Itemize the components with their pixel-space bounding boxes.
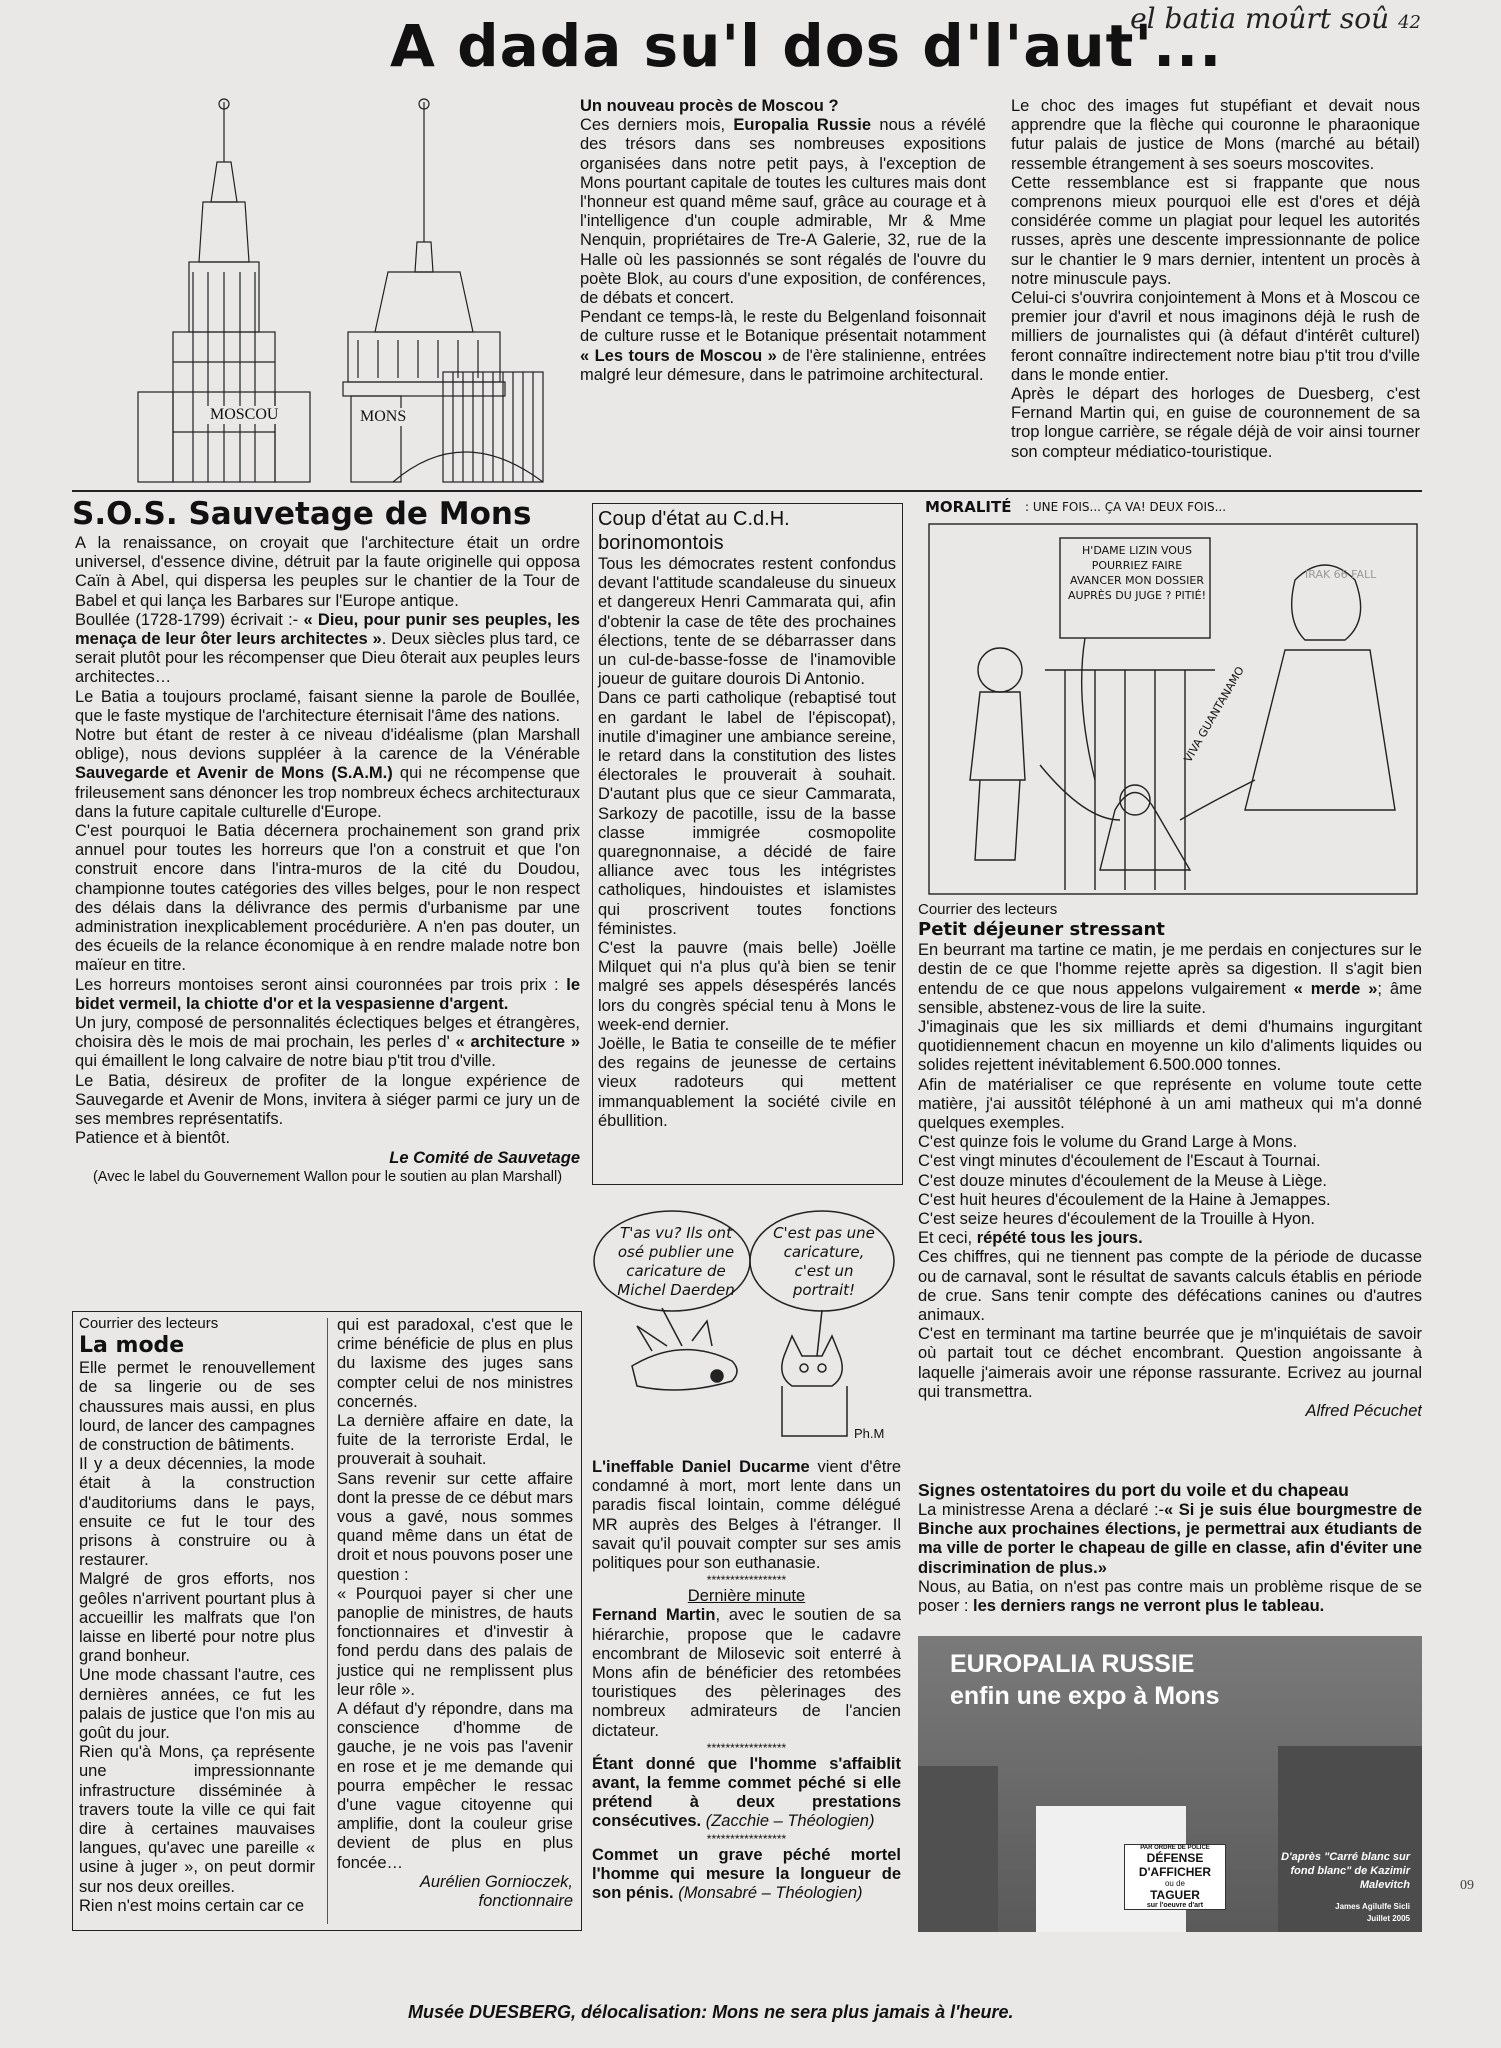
mode-sig1: Aurélien Gornioczek, [419, 1872, 573, 1891]
ad-building-left [918, 1766, 998, 1932]
dejeuner-line-4: C'est huit heures d'écoulement de la Haine à Jemappes. [918, 1190, 1331, 1209]
derniere-minute-title: Dernière minute [687, 1587, 806, 1606]
ad-right-credit: D'après "Carré blanc sur fond blanc" de Kazimir Malevitch [1281, 1851, 1410, 1891]
sos-p5: C'est pourquoi le Batia décernera prochainement son grand prix annuel pour toutes les horreurs que l'on a construit et que l'on construit encore dans l'intra-muros de la cité du Doudou, championne toutes catégories des villes belges, pour le non respect des délais dans la délivrance des permis d'urbanisme par une administration inexplicablement procédurière. A n'en pas douter, un des écueils de la relance économique à en rendre malade notre bon maïeur en titre. [75, 822, 580, 975]
dejeuner-p2: J'imaginais que les six milliards et demi d'humains ingurgitant quotidiennement chacun en moyenne un kilo d'aliments liquides ou solides rejettent inévitablement 6.500.000 tonnes. [918, 1018, 1422, 1075]
moralite-sub: : UNE FOIS... ÇA VA! DEUX FOIS... [1025, 500, 1227, 514]
towers-illustration [133, 92, 575, 486]
mode-c2p1: qui est paradoxal, c'est que le crime bénéficie de plus en plus du laxisme des juges sans compter celui de nos ministres concernés. [337, 1316, 573, 1411]
moscou-p1: Ces derniers mois, Europalia Russie nous a révélé des trésors dans ses nombreuses expositions organisées dans notre petit pays, à l'exception de Mons pourtant capitale de toutes les cultures mais dont l'honneur est quand même sauf, grâce au courage et à l'intelligence d'un couple admirable, Mr & Mme Nenquin, propriétaires de Tre-A Galerie, 32, rue de la Halle où les passionnés se sont régalés de l'ouvre du poète Blok, au cours d'une exposition, de conférences, de débats et concert. [580, 116, 986, 308]
coup-heading: Coup d'état au C.d.H. borinomontois [598, 508, 790, 554]
mode-c1p6: Rien n'est moins certain car ce [79, 1896, 305, 1915]
dejeuner-line-6: Et ceci, répété tous les jours. [918, 1229, 1143, 1248]
ad-police-4: ou de [1164, 1879, 1186, 1888]
mode-column-divider [327, 1318, 328, 1924]
stars-divider-3: ***************** [706, 1831, 787, 1846]
coup-p3: C'est la pauvre (mais belle) Joëlle Milquet qui n'a plus qu'à bien se tenir malgré ses appels désespérés lancés lors du congrès spécial tenu à Mons le week-end dernier. [598, 939, 896, 1034]
mode-heading: La mode [79, 1333, 185, 1359]
moscou-p2: Pendant ce temps-là, le reste du Belgenland foisonnait de culture russe et le Botanique présentait notamment « Les tours de Moscou » de l'ère stalinienne, entrées malgré leur démesure, dans le patrimoine architectural. [580, 308, 986, 384]
dejeuner-p3: Afin de matérialiser ce que représente en volume toute cette matière, j'ai aussitôt téléphoné à un ami matheux qui m'a donné quelques exemples. [918, 1075, 1422, 1133]
mode-c1p3: Malgré de gros efforts, nos geôles n'arrivent pourtant plus à accueillir les malfrats que l'on laisse en liberté pour notre plus grand bonheur. [79, 1570, 315, 1666]
dejeuner-heading: Petit déjeuner stressant [918, 919, 1165, 941]
moralite-wall-graffiti: IRAK 66 FALL [1305, 568, 1377, 581]
sos-article [75, 534, 580, 1306]
moscou-article-col2 [1011, 97, 1420, 485]
ad-police-1: PAR ORDRE DE POLICE [1140, 1845, 1210, 1851]
masthead-name: el batia moûrt soû [1130, 2, 1390, 35]
ad-title-2: enfin une expo à Mons [950, 1682, 1220, 1710]
sos-p1: A la renaissance, on croyait que l'architecture était un ordre universel, d'essence divine, détruit par la faute originelle qui opposa Caïn à Abel, qui dispersa les peuples sur le chantier de la Tour de Babel et qui lança les Barbares sur l'Europe antique. [75, 534, 580, 610]
coup-p1: Tous les démocrates restent confondus devant l'attitude scandaleuse du sinueux et dangereux Henri Cammarata qui, afin d'obtenir la case de tête des prochaines élections, tente de se débarrasser dans un cul-de-basse-fosse de l'inamovible joueur de guitare dourois Di Antonio. [598, 555, 896, 689]
dejeuner-line-5: C'est seize heures d'écoulement de la Trouille à Hyon. [918, 1210, 1316, 1229]
ad-police-2: DÉFENSE [1146, 1851, 1204, 1865]
cartoon-credit: Ph.M [854, 1426, 885, 1441]
europalia-ad [918, 1636, 1422, 1932]
footer: Musée DUESBERG, délocalisation: Mons ne sera plus jamais à l'heure. [408, 2002, 1014, 2022]
mode-c1p1: Elle permet le renouvellement de sa lingerie ou de ses chaussures mais aussi, en plus lourd, de lancer des campagnes de construction de bâtiments. [79, 1359, 315, 1455]
moscou-heading: Un nouveau procès de Moscou ? [580, 97, 839, 115]
mode-c2p2: La dernière affaire en date, la fuite de la terroriste Erdal, le prouverait à souhait. [337, 1412, 573, 1469]
ad-artist: James Agilulfe Sicli [1335, 1902, 1410, 1911]
dejeuner-kicker: Courrier des lecteurs [918, 901, 1058, 918]
dejeuner-line-3: C'est douze minutes d'écoulement de la Meuse à Liège. [918, 1171, 1327, 1190]
ad-police-6: sur l'oeuvre d'art [1146, 1902, 1204, 1909]
stars-divider-1: ***************** [706, 1573, 787, 1588]
page-number: 42 [1398, 12, 1421, 33]
signes-p1: La ministresse Arena a déclaré :-« Si je suis élue bourgmestre de Binche aux prochaines élections, je permettrai aux étudiants de ma ville de porter le chapeau de gille en classe, afin d'éviter une discrimination de plus.» [918, 1501, 1422, 1577]
signes-heading: Signes ostentatoires du port du voile et du chapeau [918, 1480, 1349, 1500]
side-number: 09 [1460, 1878, 1474, 1893]
ad-police-5: TAGUER [1150, 1888, 1200, 1902]
moralite-cartoon [925, 498, 1422, 898]
sos-label: (Avec le label du Gouvernement Wallon pour le soutien au plan Marshall) [92, 1168, 563, 1185]
sos-p6: Les horreurs montoises seront ainsi couronnées par trois prix : le bidet vermeil, la chiotte d'or et la vespasienne d'argent. [75, 975, 580, 1013]
dejeuner-line-1: C'est quinze fois le volume du Grand Large à Mons. [918, 1133, 1298, 1152]
mode-c2p5: A défaut d'y répondre, dans ma conscience d'homme de gauche, je ne vois pas l'avenir en rose et je me demande qui pourra empêcher le ressac d'une vague citoyenne qui amplifie, dont la couleur grise devient de plus en plus foncée… [337, 1700, 573, 1872]
moralite-head: MORALITÉ [925, 498, 1012, 516]
cartoon-bubble-dog: T'as vu? Ils ont osé publier une caricature de Michel Daerden [617, 1224, 735, 1299]
dejeuner-article [918, 900, 1422, 1466]
ineffable-article [592, 1458, 901, 1916]
mode-c1p2: Il y a deux décennies, la mode était à la construction d'auditoriums dans le pays, ensuite ce fut le tour des prisons à construire ou à restaurer. [79, 1455, 315, 1570]
coup-box [592, 503, 903, 1185]
cartoon-dog-cat [592, 1206, 901, 1446]
mode-c1p4: Une mode chassant l'autre, ces dernières années, ce fut les palais de justice que l'on mis au goût du jour. [79, 1666, 315, 1743]
mode-col1 [79, 1314, 315, 1916]
coup-p4: Joëlle, le Batia te conseille de te méfier des regains de jeunesse de certains vieux radoteurs qui mettent immanquablement la société civile en ébullition. [598, 1035, 896, 1130]
mode-c2p4: « Pourquoi payer si cher une panoplie de ministres, de hauts fonctionnaires et d'investir à fond perdu dans des palais de justice qui ne remplissent plus leur rôle ». [337, 1584, 573, 1699]
moscou-article-col1 [580, 97, 986, 485]
mode-c1p5: Rien qu'à Mons, ça représente une impressionnante infrastructure disséminée à travers toute la ville ce qui fait dire à certaines mauvaises langues, qu'avec une pareille « usine à juger », on peut dormir sur nos deux oreilles. [79, 1743, 315, 1896]
coup-p2: Dans ce parti catholique (rebaptisé tout en gardant le label de l'épiscopat), inutile d'imaginer une ambiance sereine, le retard dans la constitution des listes électorales le prouverait à souhait. D'autant plus que ce sieur Cammarata, Sarkozy de pacotille, issu de la basse classe immigrée cosmopolite quaregnonnaise, a décidé de faire alliance avec tous les intégristes catholiques, hindouistes et islamistes qui proscrivent toutes fonctions féministes. [598, 689, 896, 938]
signes-p2: Nous, au Batia, on n'est pas contre mais un problème risque de se poser : les derniers rangs ne verront plus le tableau. [918, 1577, 1422, 1616]
dejeuner-signature: Alfred Pécuchet [1305, 1402, 1422, 1421]
ineffable-p4: Commet un grave péché mortel l'homme qui mesure la longueur de son pénis. (Monsabré – Théologien) [592, 1845, 901, 1903]
sos-heading: S.O.S. Sauvetage de Mons [72, 496, 532, 532]
dejeuner-line-2: C'est vingt minutes d'écoulement de l'Escaut à Tournai. [918, 1152, 1321, 1171]
sos-p2: Boullée (1728-1799) écrivait :- « Dieu, pour punir ses peuples, les menaça de leur ôter leurs architectes ». Deux siècles plus tard, ce serait plutôt pour les récompenser que Dieu ôterait aux peuples leurs architectes… [75, 610, 580, 687]
mode-box [72, 1311, 582, 1931]
ad-title-1: EUROPALIA RUSSIE [950, 1650, 1195, 1678]
moralite-sign: H'DAME LIZIN VOUS POURRIEZ FAIRE AVANCER MON DOSSIER AUPRÈS DU JUGE ? PITIÉ! [1067, 544, 1207, 602]
ineffable-p2: Fernand Martin, avec le soutien de sa hiérarchie, propose que le cadavre encombrant de Milosevic soit enterré à Mons afin de bénéficier des retombées touristiques des pèlerinages des nombreux admirateurs de l'ancien dictateur. [592, 1606, 901, 1740]
dejeuner-p4: Ces chiffres, qui ne tiennent pas compte de la période de ducasse ou de carnaval, sont le résultat de savants calculs établis en période de crue. Sans tenir compte des défécations canines ou d'autres animaux. [918, 1248, 1422, 1325]
sos-p7: Un jury, composé de personnalités éclectiques belges et étrangères, choisira dès le mois de mai prochain, les perles d' « architecture » qui émaillent le long calvaire de notre biau p'tit trou d'ville. [75, 1014, 580, 1071]
signes-article [918, 1480, 1422, 1620]
ineffable-p1: L'ineffable Daniel Ducarme vient d'être condamné à mort, mort lente dans un paradis fiscal lointain, comme délégué MR auprès des Belges à l'étranger. Il savait qu'il pouvait compter sur ses amis politiques pour son euthanasie. [592, 1458, 901, 1573]
stars-divider-2: ***************** [706, 1740, 787, 1755]
coup-article [598, 507, 896, 1131]
moralite-viva: VIVA GUANTANAMO [1181, 664, 1247, 765]
sos-signature: Le Comité de Sauvetage [389, 1148, 580, 1167]
moscou-p5: Celui-ci s'ouvrira conjointement à Mons et à Moscou ce premier jour d'avril et nous imaginons déjà le rush de milliers de journalistes qui (à défaut d'intérêt culturel) feront connaître indirectement notre biau p'tit trou d'ville dans le monde entier. [1011, 289, 1420, 384]
moscou-p4: Cette ressemblance est si frappante que nous comprenons mieux pourquoi elle est d'ores et déjà considérée comme un plagiat pour lequel les autorités russes, après une descente impressionnante de police sur le chantier le 9 mars dernier, intentent un procès à notre minuscule pays. [1011, 173, 1420, 288]
mode-c2p3: Sans revenir sur cette affaire dont la presse de ce début mars vous a gavé, nous sommes quand même dans un état de droit et nous pouvons poser une question : [337, 1469, 573, 1584]
mode-kicker: Courrier des lecteurs [79, 1315, 219, 1332]
ineffable-p3: Étant donné que l'homme s'affaiblit avant, la femme commet péché si elle prétend à deux prestations consécutives. (Zacchie – Théologien) [592, 1754, 901, 1831]
tower-label-mons: MONS [357, 408, 409, 426]
dejeuner-p5: C'est en terminant ma tartine beurrée que je m'inquiétais de savoir où partait tout ce déchet encombrant. Question angoissante à laquelle j'aimerais avoir une réponse rassurante. Ecrivez au journal qui transmettra. [918, 1325, 1422, 1401]
moscou-p6: Après le départ des horloges de Duesberg, c'est Fernand Martin qui, en guise de couronnement de sa trop longue carrière, se régale déjà de voir ainsi tourner son compteur médiatico-touristique. [1011, 385, 1420, 461]
moscou-p3: Le choc des images fut stupéfiant et devait nous apprendre que la flèche qui couronne le pharaonique futur palais de justice de Mons (marché au bétail) ressemble étrangement à ses soeurs moscovites. [1011, 97, 1420, 173]
mode-col2 [337, 1316, 573, 1911]
tower-label-moscou: MOSCOU [207, 406, 281, 424]
page-title: A dada su'l dos d'l'aut'... [390, 12, 1223, 80]
ad-police-3: D'AFFICHER [1138, 1865, 1212, 1879]
ad-date: Juillet 2005 [1366, 1914, 1410, 1923]
sos-p8: Le Batia, désireux de profiter de la longue expérience de Sauvegarde et Avenir de Mons, invitera à siéger parmi ce jury un de ses membres représentatifs. [75, 1071, 580, 1129]
mode-sig2: fonctionnaire [478, 1892, 573, 1911]
sos-p4: Notre but étant de rester à ce niveau d'idéalisme (plan Marshall oblige), nous devions suppléer à la carence de la Vénérable Sauvegarde et Avenir de Mons (S.A.M.) qui ne récompense que frileusement sans dénoncer les trop nombreux échecs architecturaux dans la future capitale culturelle d'Europe. [75, 726, 580, 821]
divider-horizontal [72, 490, 1422, 492]
sos-p3: Le Batia a toujours proclamé, faisant sienne la parole de Boullée, que le faste mystique de l'architecture éternisait l'âme des nations. [75, 687, 580, 725]
cartoon-bubble-cat: C'est pas une caricature, c'est un portrait! [773, 1224, 875, 1299]
sos-p9: Patience et à bientôt. [75, 1129, 231, 1148]
dejeuner-p1: En beurrant ma tartine ce matin, je me perdais en conjectures sur le destin de ce que l'homme rejette après sa digestion. Il s'agit bien entendu de ce que nous appelons vulgairement « merde »; âme sensible, abstenez-vous de lire la suite. [918, 941, 1422, 1017]
ad-police-notice [1124, 1844, 1226, 1910]
towers-drawing [133, 92, 575, 486]
